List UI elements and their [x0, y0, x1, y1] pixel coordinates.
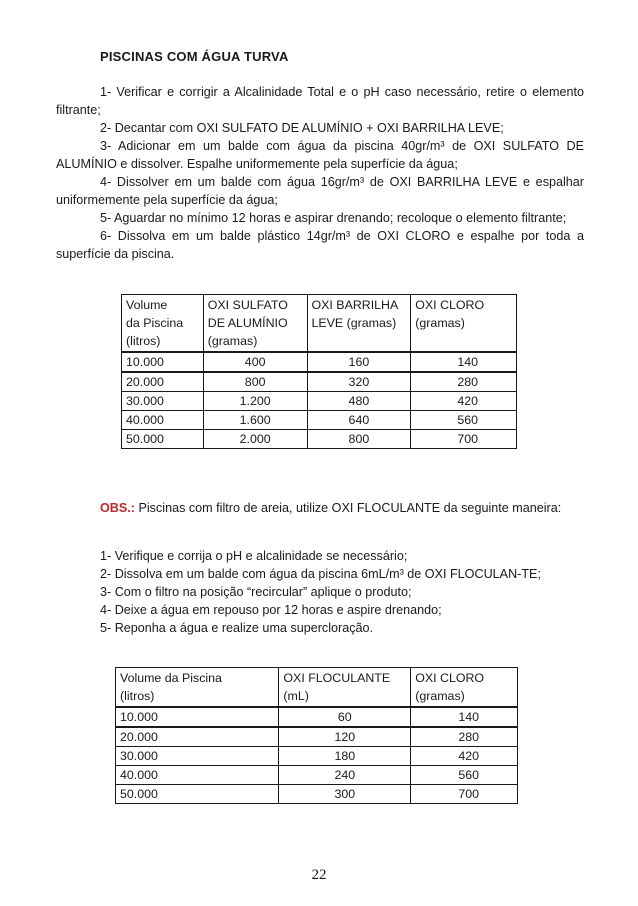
table-cell: 480 — [307, 392, 411, 411]
section-title: PISCINAS COM ÁGUA TURVA — [100, 49, 289, 64]
table-cell: 320 — [307, 372, 411, 392]
table-cell: 700 — [411, 430, 517, 449]
table-cell: 280 — [411, 372, 517, 392]
table-header-row — [122, 295, 517, 353]
obs-text: Piscinas com filtro de areia, utilize OXI FLOCULANTE da seguinte maneira: — [134, 501, 562, 515]
steps-areia — [56, 547, 584, 637]
table-cell: 30.000 — [122, 392, 204, 411]
table-header-cell: Volume da Piscina (litros) — [116, 668, 279, 708]
table-cell: 560 — [411, 766, 518, 785]
table-header-cell: OXI CLORO (gramas) — [411, 295, 517, 353]
table-cell: 800 — [307, 430, 411, 449]
table-cell: 2.000 — [203, 430, 307, 449]
obs-paragraph — [56, 499, 584, 517]
step-turva-1: 1- Verificar e corrigir a Alcalinidade Total e o pH caso necessário, retire o elemento filtrante; — [56, 85, 584, 117]
table-row — [122, 352, 517, 372]
table-row — [116, 766, 518, 785]
table-cell: 40.000 — [122, 411, 204, 430]
table-cell: 160 — [307, 352, 411, 372]
table-header-cell: OXI BARRILHA LEVE (gramas) — [307, 295, 411, 353]
table-cell: 50.000 — [122, 430, 204, 449]
table-row — [122, 430, 517, 449]
table-row — [122, 411, 517, 430]
table-cell: 140 — [411, 707, 518, 727]
dosage-table-turva — [121, 294, 517, 449]
table-cell: 800 — [203, 372, 307, 392]
step-turva-2: 2- Decantar com OXI SULFATO DE ALUMÍNIO + OXI BARRILHA LEVE; — [100, 121, 504, 135]
step-areia-1: 1- Verifique e corrija o pH e alcalinidade se necessário; — [100, 549, 408, 563]
table-cell: 1.200 — [203, 392, 307, 411]
table-cell: 180 — [279, 747, 411, 766]
table-cell: 420 — [411, 392, 517, 411]
page-number: 22 — [311, 867, 327, 883]
table-row — [122, 392, 517, 411]
table-header-cell: Volume da Piscina (litros) — [122, 295, 204, 353]
table-cell: 700 — [411, 785, 518, 804]
step-areia-3: 3- Com o filtro na posição “recircular” aplique o produto; — [100, 585, 412, 599]
table-cell: 280 — [411, 727, 518, 747]
step-areia-4: 4- Deixe a água em repouso por 12 horas e aspire drenando; — [100, 603, 442, 617]
table-cell: 120 — [279, 727, 411, 747]
table-row — [122, 372, 517, 392]
table-cell: 20.000 — [116, 727, 279, 747]
table-row — [116, 785, 518, 804]
table-cell: 30.000 — [116, 747, 279, 766]
table-cell: 40.000 — [116, 766, 279, 785]
table-cell: 400 — [203, 352, 307, 372]
step-turva-5: 5- Aguardar no mínimo 12 horas e aspirar drenando; recoloque o elemento filtrante; — [100, 211, 567, 225]
table-header-cell: OXI SULFATO DE ALUMÍNIO (gramas) — [203, 295, 307, 353]
table-cell: 10.000 — [116, 707, 279, 727]
table-cell: 240 — [279, 766, 411, 785]
table-header-cell: OXI CLORO (gramas) — [411, 668, 518, 708]
step-areia-2: 2- Dissolva em um balde com água da piscina 6mL/m³ de OXI FLOCULAN-TE; — [100, 567, 541, 581]
table-cell: 1.600 — [203, 411, 307, 430]
table-cell: 560 — [411, 411, 517, 430]
dosage-table-areia — [115, 667, 518, 804]
step-turva-3: 3- Adicionar em um balde com água da piscina 40gr/m³ de OXI SULFATO DE ALUMÍNIO e dissolver. Espalhe uniformemente pela superfície da água; — [56, 139, 584, 171]
step-turva-4: 4- Dissolver em um balde com água 16gr/m³ de OXI BARRILHA LEVE e espalhar uniformemente pela superfície da água; — [56, 175, 584, 207]
table-cell: 140 — [411, 352, 517, 372]
obs-label: OBS.: — [100, 501, 135, 515]
table-cell: 50.000 — [116, 785, 279, 804]
table-cell: 420 — [411, 747, 518, 766]
table-cell: 300 — [279, 785, 411, 804]
step-areia-5: 5- Reponha a água e realize uma supercloração. — [100, 621, 374, 635]
table-cell: 20.000 — [122, 372, 204, 392]
table-header-row — [116, 668, 518, 708]
table-row — [116, 707, 518, 727]
table-row — [116, 747, 518, 766]
table-row — [116, 727, 518, 747]
table-header-cell: OXI FLOCULANTE (mL) — [279, 668, 411, 708]
table-cell: 60 — [279, 707, 411, 727]
steps-turva — [56, 83, 584, 263]
table-cell: 10.000 — [122, 352, 204, 372]
table-cell: 640 — [307, 411, 411, 430]
step-turva-6: 6- Dissolva em um balde plástico 14gr/m³ de OXI CLORO e espalhe por toda a superfície da piscina. — [56, 229, 584, 261]
